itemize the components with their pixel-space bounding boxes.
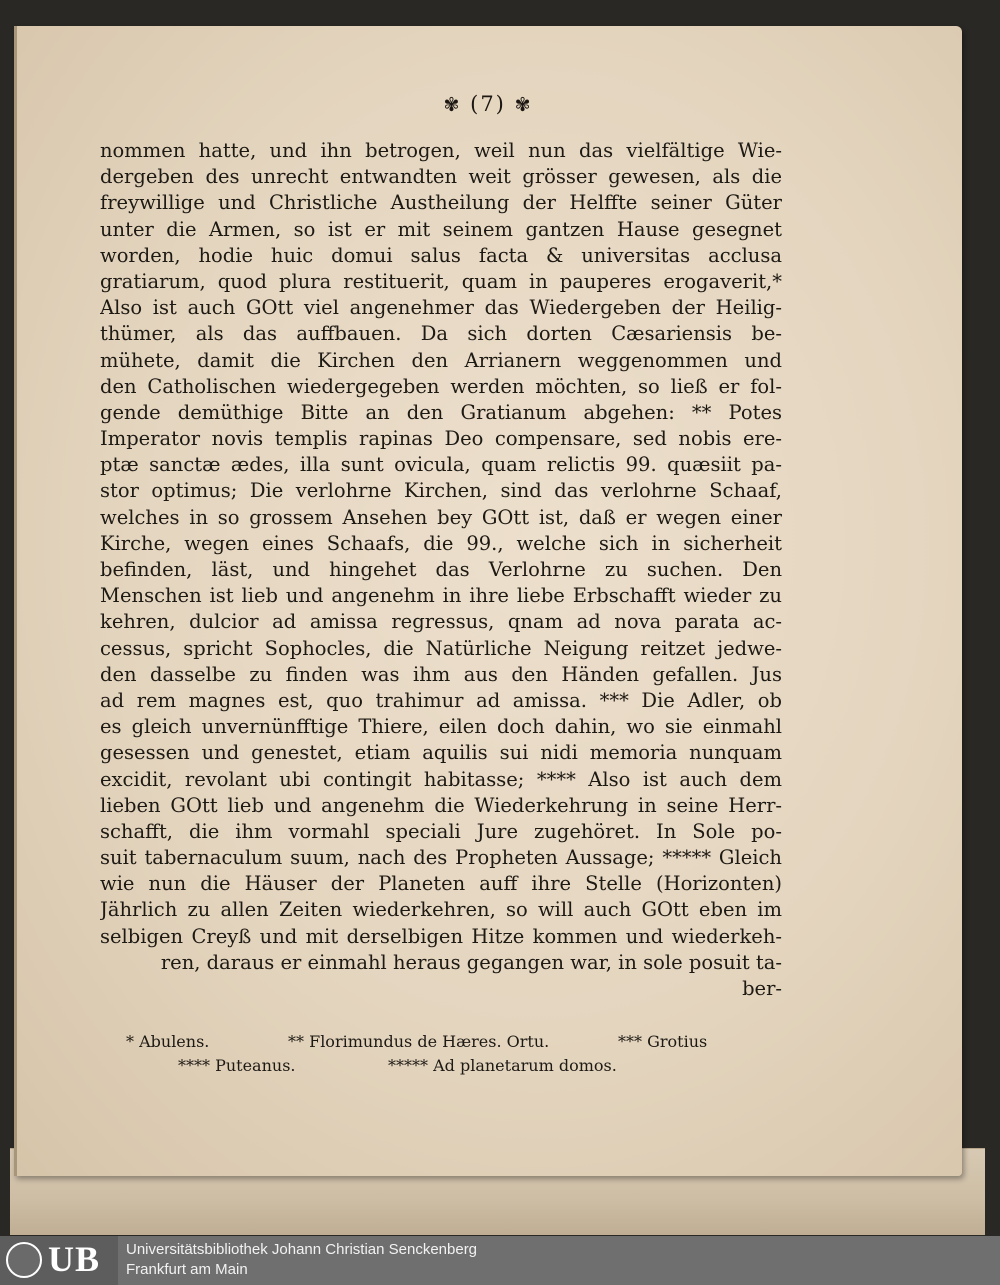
ornament-left-icon: ✾	[443, 94, 462, 116]
text-line: gesessen und genestet, etiam aquilis sui nidi memoria nunquam	[100, 741, 782, 765]
text-line: wie nun die Häuser der Planeten auff ihre Stelle (Horizonten)	[100, 872, 782, 896]
text-line: dergeben des unrecht entwandten weit grösser gewesen, als die	[100, 165, 782, 189]
text-line: welches in so grossem Ansehen bey GOtt ist, daß er wegen einer	[100, 505, 782, 529]
text-line: Kirche, wegen eines Schaafs, die 99., welche sich in sicherheit	[100, 531, 782, 555]
text-line: freywillige und Christliche Austheilung der Helffte seiner Güter	[100, 191, 782, 215]
text-line: Jährlich zu allen Zeiten wiederkehren, so will auch GOtt eben im	[100, 898, 782, 922]
ornament-right-icon: ✾	[514, 94, 533, 116]
body-text	[100, 138, 782, 1002]
text-line: ad rem magnes est, quo trahimur ad amissa. *** Die Adler, ob	[100, 688, 782, 712]
text-line: mühete, damit die Kirchen den Arrianern weggenommen und	[100, 348, 782, 372]
text-line: es gleich unvernünfftige Thiere, eilen doch dahin, wo sie einmahl	[100, 715, 782, 739]
text-line: ptæ sanctæ ædes, illa sunt ovicula, quam relictis 99. quæsiit pa-	[100, 453, 782, 477]
text-line: den Catholischen wiedergegeben werden möchten, so ließ er fol-	[100, 374, 782, 398]
text-line: stor optimus; Die verlohrne Kirchen, sind das verlohrne Schaaf,	[100, 479, 782, 503]
footnote-row-2	[126, 1054, 776, 1078]
library-banner	[0, 1236, 1000, 1285]
institution-city: Frankfurt am Main	[126, 1261, 248, 1278]
text-line: thümer, als das auffbauen. Da sich dorten Cæsariensis be-	[100, 322, 782, 346]
page-number-header	[14, 92, 962, 116]
text-line: den dasselbe zu finden was ihm aus den Händen gefallen. Jus	[100, 662, 782, 686]
text-line: gratiarum, quod plura restituerit, quam in pauperes erogaverit,*	[100, 269, 782, 293]
library-logo[interactable]	[0, 1236, 118, 1285]
institution-name: Universitätsbibliothek Johann Christian Senckenberg	[126, 1241, 478, 1258]
text-line: nommen hatte, und ihn betrogen, weil nun das vielfältige Wie-	[100, 139, 782, 162]
text-line: Also ist auch GOtt viel angenehmer das Wiedergeben der Heilig-	[100, 296, 782, 320]
text-line: unter die Armen, so ist er mit seinem gantzen Hause gesegnet	[100, 217, 782, 241]
logo-text: UB	[48, 1239, 101, 1279]
footnotes	[126, 1030, 776, 1078]
text-line: gende demüthige Bitte an den Gratianum abgehen: ** Potes	[100, 400, 782, 424]
catchword: ber-	[742, 977, 782, 1000]
text-line: kehren, dulcior ad amissa regressus, qnam ad nova parata ac-	[100, 610, 782, 634]
footnote-planetarum: ***** Ad planetarum domos.	[388, 1056, 617, 1075]
text-line: suit tabernaculum suum, nach des Propheten Aussage; ***** Gleich	[100, 846, 782, 870]
page-number: (7)	[470, 92, 506, 116]
text-line: Imperator novis templis rapinas Deo compensare, sed nobis ere-	[100, 427, 782, 451]
footnote-grotius: *** Grotius	[618, 1032, 708, 1051]
text-line: selbigen Creyß und mit derselbigen Hitze kommen und wiederkeh-	[100, 924, 782, 948]
footnote-florimundus: ** Florimundus de Hæres. Ortu.	[288, 1032, 550, 1051]
document-page	[14, 26, 962, 1176]
footnote-abulens: * Abulens.	[126, 1032, 210, 1051]
text-line: lieben GOtt lieb und angenehm die Wiederkehrung in seine Herr-	[100, 793, 782, 817]
text-line: schafft, die ihm vormahl speciali Jure zugehöret. In Sole po-	[100, 819, 782, 843]
text-line: excidit, revolant ubi contingit habitasse; **** Also ist auch dem	[100, 767, 782, 791]
footnote-puteanus: **** Puteanus.	[178, 1056, 296, 1075]
seal-icon	[6, 1242, 42, 1278]
text-line: ren, daraus er einmahl heraus gegangen war, in sole posuit ta-	[160, 950, 782, 974]
text-line: befinden, läst, und hingehet das Verlohrne zu suchen. Den	[100, 558, 782, 581]
footnote-row-1	[126, 1030, 776, 1054]
text-line: Menschen ist lieb und angenehm in ihre liebe Erbschafft wieder zu	[100, 584, 782, 608]
text-line: worden, hodie huic domui salus facta & universitas acclusa	[100, 243, 782, 267]
text-line: cessus, spricht Sophocles, die Natürliche Neigung reitzet jedwe-	[100, 636, 782, 660]
